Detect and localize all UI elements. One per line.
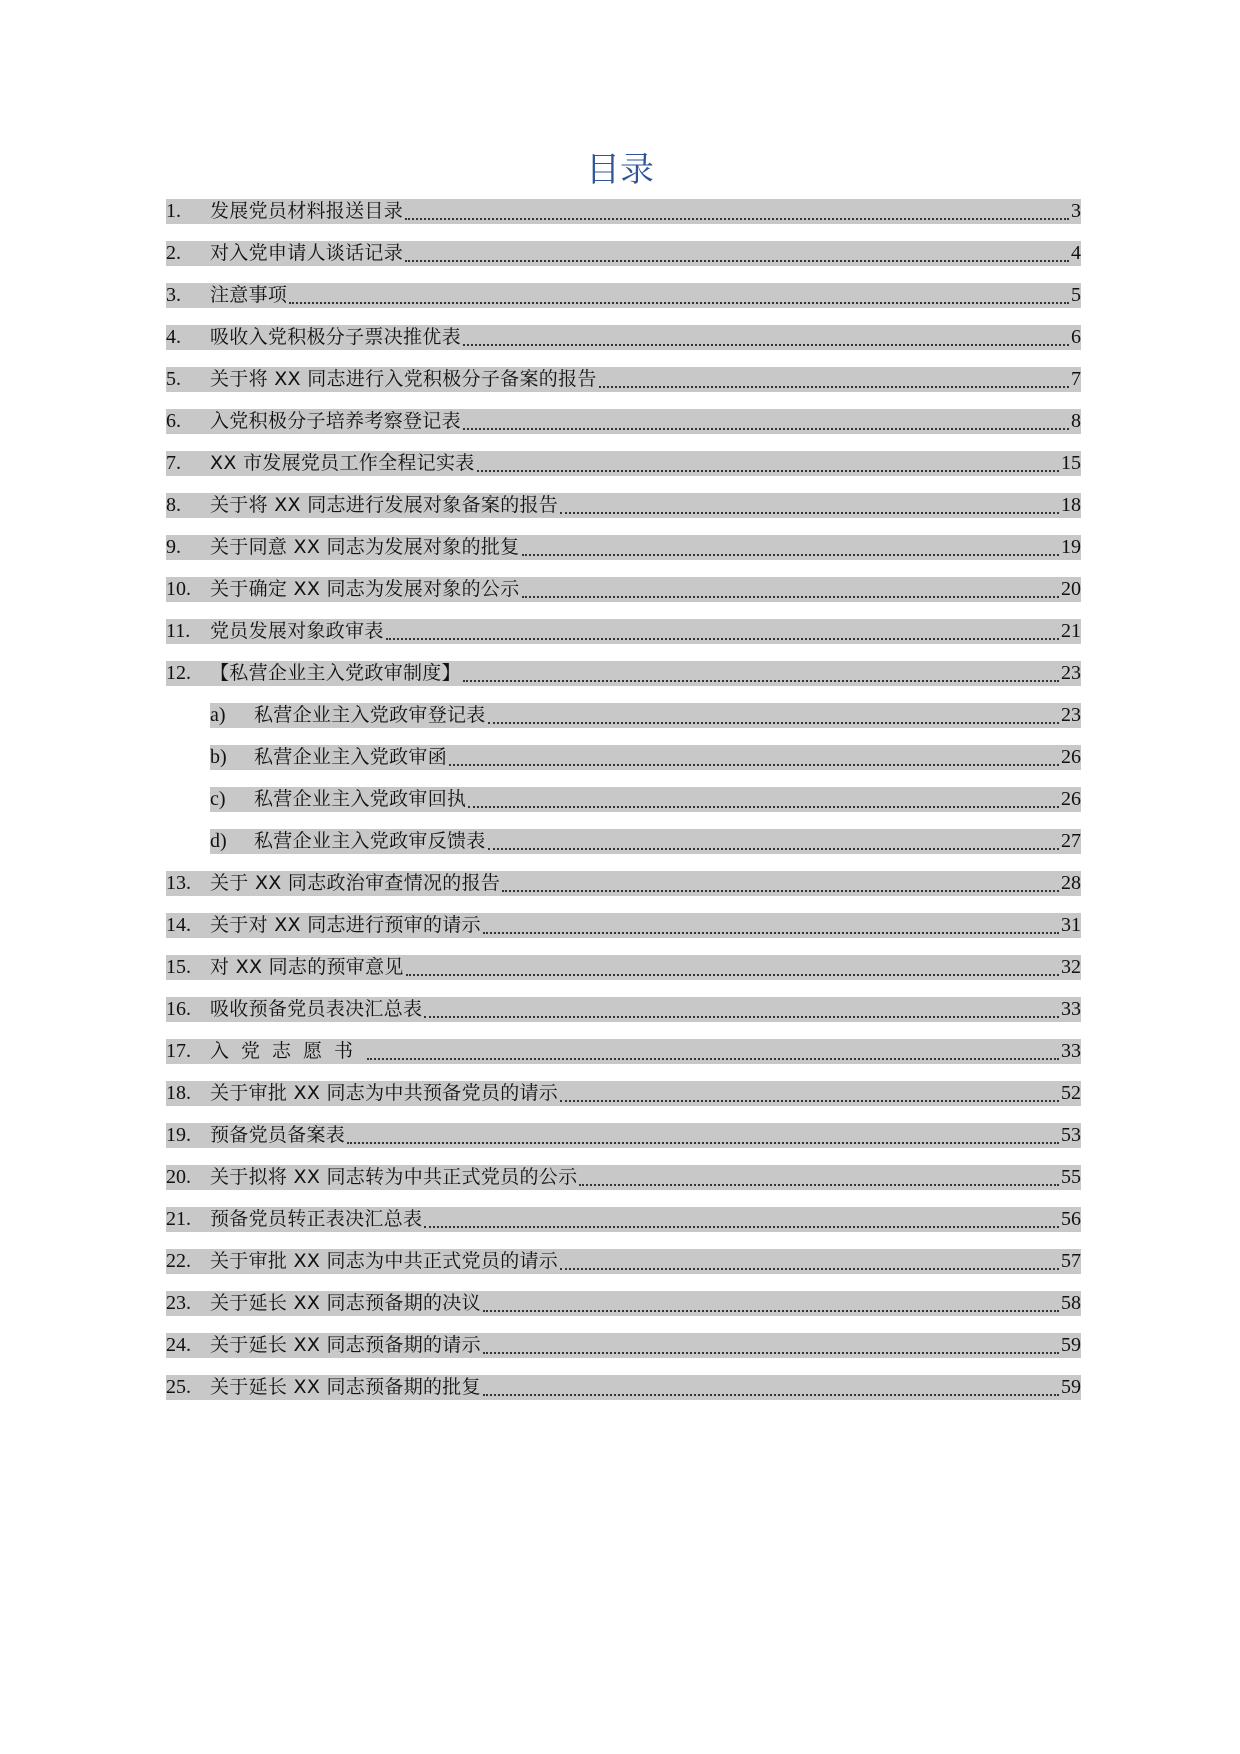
toc-entry-page-number[interactable]: 19 bbox=[1061, 536, 1081, 558]
toc-entry-number: 17. bbox=[166, 1040, 191, 1062]
toc-entry-number: 2. bbox=[166, 242, 181, 264]
dot-leader bbox=[405, 198, 1069, 220]
toc-entry-title[interactable]: 发展党员材料报送目录 bbox=[210, 200, 404, 222]
toc-entry-page-number[interactable]: 4 bbox=[1071, 242, 1081, 264]
toc-entry-page-number[interactable]: 27 bbox=[1061, 830, 1081, 852]
dot-leader bbox=[560, 492, 1059, 514]
toc-entry-number: a) bbox=[210, 704, 226, 726]
toc-entry-number: 6. bbox=[166, 410, 181, 432]
toc-entry[interactable] bbox=[166, 568, 1081, 610]
dot-leader bbox=[483, 1332, 1059, 1354]
dot-leader bbox=[483, 1374, 1059, 1396]
toc-entry-title[interactable]: 私营企业主入党政审登记表 bbox=[254, 704, 486, 726]
toc-entry[interactable] bbox=[166, 778, 1081, 820]
toc-entry-number: 20. bbox=[166, 1166, 191, 1188]
toc-entry-page-number[interactable]: 56 bbox=[1061, 1208, 1081, 1230]
toc-entry-title[interactable]: 关于同意 XX 同志为发展对象的批复 bbox=[210, 536, 520, 558]
toc-entry-number: 5. bbox=[166, 368, 181, 390]
dot-leader bbox=[424, 1206, 1059, 1228]
toc-entry[interactable] bbox=[166, 232, 1081, 274]
toc-entry[interactable] bbox=[166, 1156, 1081, 1198]
toc-entry-number: 3. bbox=[166, 284, 181, 306]
toc-entry[interactable] bbox=[166, 442, 1081, 484]
toc-entry-title[interactable]: XX 市发展党员工作全程记实表 bbox=[210, 452, 475, 474]
toc-entry-title[interactable]: 关于延长 XX 同志预备期的决议 bbox=[210, 1292, 481, 1314]
toc-entry[interactable] bbox=[166, 1030, 1081, 1072]
toc-entry[interactable] bbox=[166, 610, 1081, 652]
toc-entry-number: 18. bbox=[166, 1082, 191, 1104]
toc-entry-page-number[interactable]: 23 bbox=[1061, 704, 1081, 726]
toc-entry[interactable] bbox=[166, 904, 1081, 946]
dot-leader bbox=[477, 450, 1059, 472]
toc-entry[interactable] bbox=[166, 820, 1081, 862]
toc-entry-title[interactable]: 入党积极分子培养考察登记表 bbox=[210, 410, 461, 432]
toc-entry-number: 14. bbox=[166, 914, 191, 936]
toc-entry-number: 4. bbox=[166, 326, 181, 348]
toc-entry-page-number[interactable]: 28 bbox=[1061, 872, 1081, 894]
dot-leader bbox=[347, 1122, 1059, 1144]
toc-entry[interactable] bbox=[166, 190, 1081, 232]
toc-entry-page-number[interactable]: 52 bbox=[1061, 1082, 1081, 1104]
toc-entry[interactable] bbox=[166, 988, 1081, 1030]
dot-leader bbox=[599, 366, 1069, 388]
toc-entry-number: 22. bbox=[166, 1250, 191, 1272]
toc-entry-number: 10. bbox=[166, 578, 191, 600]
toc-entry-number: 16. bbox=[166, 998, 191, 1020]
toc-entry[interactable] bbox=[166, 1198, 1081, 1240]
toc-entry-title[interactable]: 党员发展对象政审表 bbox=[210, 620, 384, 642]
toc-entry-title[interactable]: 预备党员备案表 bbox=[210, 1124, 346, 1146]
toc-entry-page-number[interactable]: 3 bbox=[1071, 200, 1081, 222]
dot-leader bbox=[483, 912, 1059, 934]
toc-entry-title[interactable]: 私营企业主入党政审函 bbox=[254, 746, 448, 768]
toc-entry-page-number[interactable]: 53 bbox=[1061, 1124, 1081, 1146]
toc-entry-title[interactable]: 关于审批 XX 同志为中共正式党员的请示 bbox=[210, 1250, 559, 1272]
toc-entry-title[interactable]: 关于延长 XX 同志预备期的请示 bbox=[210, 1334, 481, 1356]
dot-leader bbox=[289, 282, 1069, 304]
dot-leader bbox=[522, 576, 1059, 598]
toc-entry[interactable] bbox=[166, 1366, 1081, 1408]
toc-entry-title[interactable]: 对 XX 同志的预审意见 bbox=[210, 956, 404, 978]
toc-entry-page-number[interactable]: 7 bbox=[1071, 368, 1081, 390]
toc-entry-page-number[interactable]: 20 bbox=[1061, 578, 1081, 600]
toc-entry[interactable] bbox=[166, 526, 1081, 568]
toc-entry-number: 9. bbox=[166, 536, 181, 558]
toc-entry-title[interactable]: 入党志愿书 bbox=[210, 1040, 366, 1062]
toc-entry-page-number[interactable]: 31 bbox=[1061, 914, 1081, 936]
toc-entry-number: 7. bbox=[166, 452, 181, 474]
toc-entry-page-number[interactable]: 6 bbox=[1071, 326, 1081, 348]
toc-entry-title[interactable]: 关于审批 XX 同志为中共预备党员的请示 bbox=[210, 1082, 559, 1104]
toc-entry-page-number[interactable]: 32 bbox=[1061, 956, 1081, 978]
toc-entry-title[interactable]: 吸收预备党员表决汇总表 bbox=[210, 998, 423, 1020]
toc-title: 目录 bbox=[586, 150, 654, 190]
dot-leader bbox=[405, 240, 1069, 262]
toc-entry-page-number[interactable]: 33 bbox=[1061, 998, 1081, 1020]
toc-entry-number: c) bbox=[210, 788, 226, 810]
toc-entry[interactable] bbox=[166, 400, 1081, 442]
toc-entry-number: 23. bbox=[166, 1292, 191, 1314]
dot-leader bbox=[424, 996, 1059, 1018]
toc-entry[interactable] bbox=[166, 1240, 1081, 1282]
toc-entry-number: 15. bbox=[166, 956, 191, 978]
toc-entry-title[interactable]: 吸收入党积极分子票决推优表 bbox=[210, 326, 461, 348]
toc-entry-page-number[interactable]: 55 bbox=[1061, 1166, 1081, 1188]
toc-entry[interactable] bbox=[166, 862, 1081, 904]
toc-entry[interactable] bbox=[166, 694, 1081, 736]
toc-entry[interactable] bbox=[166, 652, 1081, 694]
toc-entry[interactable] bbox=[166, 274, 1081, 316]
toc-entry-page-number[interactable]: 18 bbox=[1061, 494, 1081, 516]
toc-entry-page-number[interactable]: 15 bbox=[1061, 452, 1081, 474]
dot-leader bbox=[560, 1248, 1059, 1270]
toc-entry-page-number[interactable]: 8 bbox=[1071, 410, 1081, 432]
toc-entry-title[interactable]: 关于将 XX 同志进行发展对象备案的报告 bbox=[210, 494, 559, 516]
toc-entry-title[interactable]: 关于对 XX 同志进行预审的请示 bbox=[210, 914, 481, 936]
toc-entry[interactable] bbox=[166, 358, 1081, 400]
toc-entry-number: 24. bbox=[166, 1334, 191, 1356]
toc-entry-title[interactable]: 关于确定 XX 同志为发展对象的公示 bbox=[210, 578, 520, 600]
toc-entry-title[interactable]: 预备党员转正表决汇总表 bbox=[210, 1208, 423, 1230]
toc-entry-number: 8. bbox=[166, 494, 181, 516]
table-of-contents bbox=[166, 190, 1081, 1408]
toc-entry-page-number[interactable]: 21 bbox=[1061, 620, 1081, 642]
dot-leader bbox=[463, 408, 1069, 430]
toc-entry-page-number[interactable]: 23 bbox=[1061, 662, 1081, 684]
toc-entry-page-number[interactable]: 26 bbox=[1061, 746, 1081, 768]
toc-entry-number: b) bbox=[210, 746, 227, 768]
toc-entry-page-number[interactable]: 26 bbox=[1061, 788, 1081, 810]
toc-entry-page-number[interactable]: 57 bbox=[1061, 1250, 1081, 1272]
dot-leader bbox=[463, 660, 1059, 682]
dot-leader bbox=[367, 1038, 1059, 1060]
dot-leader bbox=[468, 786, 1059, 808]
toc-entry-title[interactable]: 关于将 XX 同志进行入党积极分子备案的报告 bbox=[210, 368, 597, 390]
toc-entry-title[interactable]: 关于拟将 XX 同志转为中共正式党员的公示 bbox=[210, 1166, 578, 1188]
toc-entry[interactable] bbox=[166, 484, 1081, 526]
toc-entry-page-number[interactable]: 58 bbox=[1061, 1292, 1081, 1314]
toc-entry-title[interactable]: 关于 XX 同志政治审查情况的报告 bbox=[210, 872, 501, 894]
toc-entry-number: d) bbox=[210, 830, 227, 852]
toc-entry-title[interactable]: 私营企业主入党政审反馈表 bbox=[254, 830, 486, 852]
dot-leader bbox=[522, 534, 1059, 556]
dot-leader bbox=[579, 1164, 1059, 1186]
dot-leader bbox=[463, 324, 1069, 346]
toc-entry-number: 12. bbox=[166, 662, 191, 684]
toc-entry[interactable] bbox=[166, 1282, 1081, 1324]
toc-entry-page-number[interactable]: 5 bbox=[1071, 284, 1081, 306]
toc-entry-number: 25. bbox=[166, 1376, 191, 1398]
toc-entry-number: 11. bbox=[166, 620, 191, 642]
toc-entry[interactable] bbox=[166, 1072, 1081, 1114]
dot-leader bbox=[488, 828, 1059, 850]
toc-entry-number: 21. bbox=[166, 1208, 191, 1230]
toc-entry-page-number[interactable]: 33 bbox=[1061, 1040, 1081, 1062]
toc-entry-number: 1. bbox=[166, 200, 181, 222]
dot-leader bbox=[488, 702, 1059, 724]
toc-entry[interactable] bbox=[166, 736, 1081, 778]
toc-entry-title[interactable]: 【私营企业主入党政审制度】 bbox=[210, 662, 461, 684]
dot-leader bbox=[406, 954, 1059, 976]
toc-entry-number: 19. bbox=[166, 1124, 191, 1146]
toc-entry-title[interactable]: 注意事项 bbox=[210, 284, 288, 306]
toc-entry-number: 13. bbox=[166, 872, 191, 894]
toc-entry-page-number[interactable]: 59 bbox=[1061, 1334, 1081, 1356]
dot-leader bbox=[483, 1290, 1059, 1312]
dot-leader bbox=[560, 1080, 1059, 1102]
dot-leader bbox=[449, 744, 1059, 766]
dot-leader bbox=[502, 870, 1059, 892]
toc-entry[interactable] bbox=[166, 1324, 1081, 1366]
toc-entry[interactable] bbox=[166, 1114, 1081, 1156]
toc-entry-title[interactable]: 对入党申请人谈话记录 bbox=[210, 242, 404, 264]
toc-entry[interactable] bbox=[166, 946, 1081, 988]
toc-entry-page-number[interactable]: 59 bbox=[1061, 1376, 1081, 1398]
toc-entry-title[interactable]: 关于延长 XX 同志预备期的批复 bbox=[210, 1376, 481, 1398]
toc-entry[interactable] bbox=[166, 316, 1081, 358]
toc-entry-title[interactable]: 私营企业主入党政审回执 bbox=[254, 788, 467, 810]
dot-leader bbox=[386, 618, 1059, 640]
